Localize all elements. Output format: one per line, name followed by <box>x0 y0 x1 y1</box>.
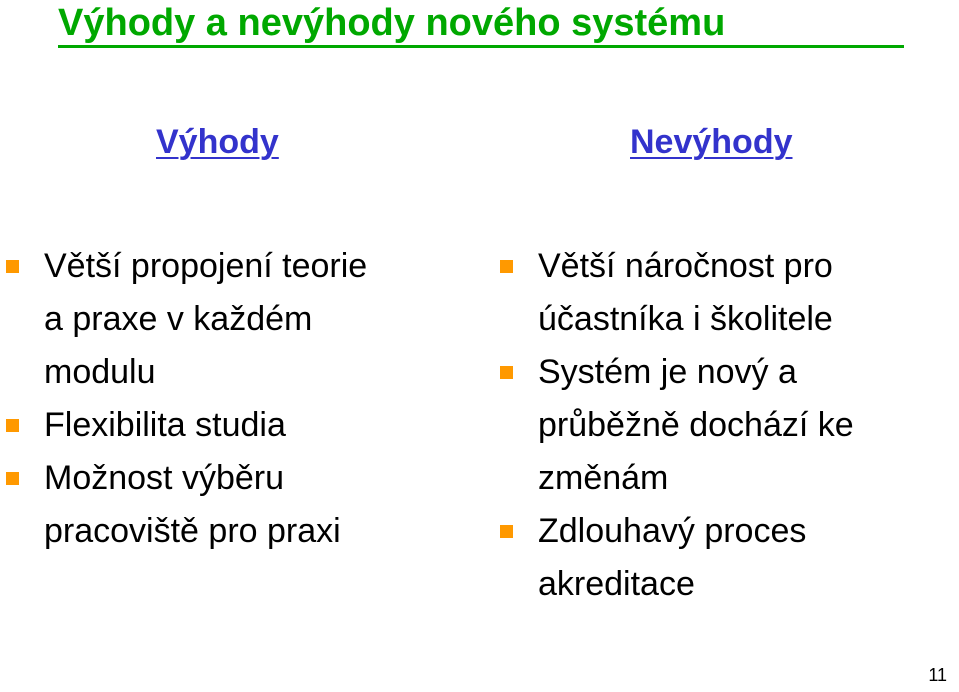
advantage-line: a praxe v každém <box>44 300 313 338</box>
advantage-item <box>6 452 466 558</box>
square-bullet-icon <box>500 525 513 538</box>
advantage-line: pracoviště pro praxi <box>44 512 341 550</box>
disadvantage-line: Systém je nový a <box>538 353 797 391</box>
advantage-item <box>6 240 466 399</box>
disadvantage-line: průběžně dochází ke <box>538 406 854 444</box>
square-bullet-icon <box>6 472 19 485</box>
advantage-item <box>6 399 466 452</box>
disadvantage-line: akreditace <box>538 565 695 603</box>
advantages-list <box>6 240 466 558</box>
disadvantage-line: Větší náročnost pro <box>538 247 833 285</box>
disadvantages-heading: Nevýhody <box>630 123 793 161</box>
disadvantage-item <box>500 346 950 505</box>
square-bullet-icon <box>6 419 19 432</box>
square-bullet-icon <box>500 366 513 379</box>
advantage-line: modulu <box>44 353 156 391</box>
disadvantage-line: účastníka i školitele <box>538 300 833 338</box>
square-bullet-icon <box>6 260 19 273</box>
slide-title: Výhody a nevýhody nového systému <box>58 2 726 44</box>
disadvantages-list <box>500 240 950 611</box>
disadvantage-item <box>500 505 950 611</box>
page-number: 11 <box>928 665 947 685</box>
advantages-heading: Výhody <box>156 123 279 161</box>
advantage-line: Větší propojení teorie <box>44 247 368 285</box>
disadvantage-line: Zdlouhavý proces <box>538 512 807 550</box>
disadvantage-item <box>500 240 950 346</box>
disadvantage-line: změnám <box>538 459 669 497</box>
advantage-line: Flexibilita studia <box>44 406 286 444</box>
square-bullet-icon <box>500 260 513 273</box>
advantage-line: Možnost výběru <box>44 459 284 497</box>
title-underline <box>58 45 904 48</box>
